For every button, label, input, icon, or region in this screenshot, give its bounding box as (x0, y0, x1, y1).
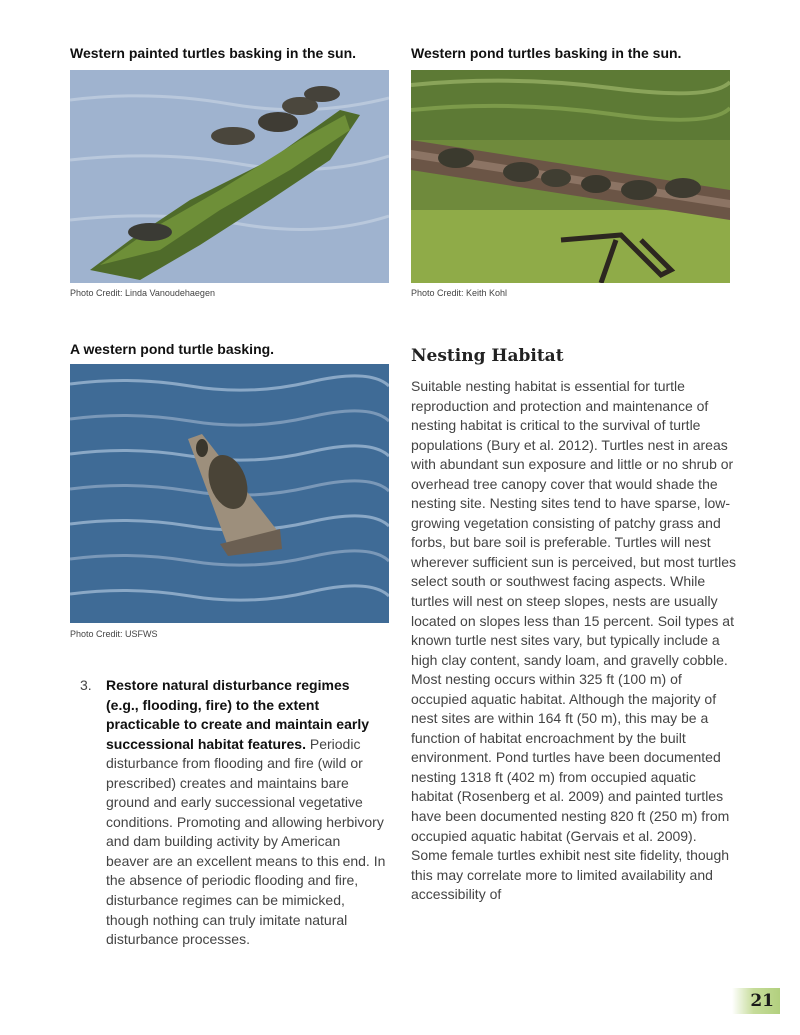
list-item-text: Periodic disturbance from flooding and fire (wild or prescribed) creates and maintains bare ground and early successional vegetative conditions. Promoting and allowing herbivory and dam building activity by American beaver are an excellent means to this end. In the absence of periodic flooding and fire, disturbance regimes can be mimicked, though nothing can truly imitate natural disturbance processes. (106, 735, 386, 948)
nesting-habitat-paragraph: Suitable nesting habitat is essential for turtle reproduction and protection and maintenance of nesting habitat is critical to the survival of turtle populations (Bury et al. 2012). Turtles nest in areas with abundant sun exposure and little or no shrub or overhead tree canopy cover that would shade the nesting site. Nesting sites tend to have sparse, low-growing vegetation consisting of patchy grass and forbs, but bare soil is preferable. Turtles will nest wherever sufficient sun is perceived, but most turtles select south or southwest facing aspects. While turtles will nest on steep slopes, nests are usually located on slopes less than 15 percent. Soil types at known turtle nest sites vary, but typically include a high clay content, sandy loam, and gravelly cobble. Most nesting occurs within 325 ft (100 m) of occupied aquatic habitat. Although the majority of nest sites are within 164 ft (50 m), this may be a function of habitat encroachment by the built environment. Pond turtles have been documented nesting 1318 ft (402 m) from occupied aquatic habitat (Rosenberg et al. 2009) and painted turtles have been documented nesting 820 ft (250 m) from occupied aquatic habitat (Gervais et al. 2009). Some female turtles exhibit nest site fidelity, though this may correlate more to limited availability and accessibility of (411, 378, 737, 903)
figure-1-credit: Photo Credit: Linda Vanoudehaegen (70, 288, 215, 298)
figure-3-title: A western pond turtle basking. (70, 341, 275, 357)
page-number: 21 (750, 991, 774, 1011)
figure-1-title: Western painted turtles basking in the sun. (70, 45, 357, 61)
figure-2-credit: Photo Credit: Keith Kohl (411, 288, 508, 298)
figure-3-credit: Photo Credit: USFWS (70, 629, 158, 639)
pond-turtle-on-stump-photo (70, 364, 389, 623)
list-item-body (106, 676, 386, 950)
section-heading: Nesting Habitat (411, 346, 564, 366)
list-item-number: 3. (80, 677, 92, 693)
pond-turtles-on-log-photo (411, 70, 730, 283)
list-item-heading: Restore natural disturbance regimes (e.g., flooding, fire) to the extent practicable to create and maintain early successional habitat features. (106, 677, 369, 752)
painted-turtles-on-log-photo (70, 70, 389, 283)
figure-2-title: Western pond turtles basking in the sun. (411, 45, 682, 61)
page-number-tab (732, 988, 780, 1014)
